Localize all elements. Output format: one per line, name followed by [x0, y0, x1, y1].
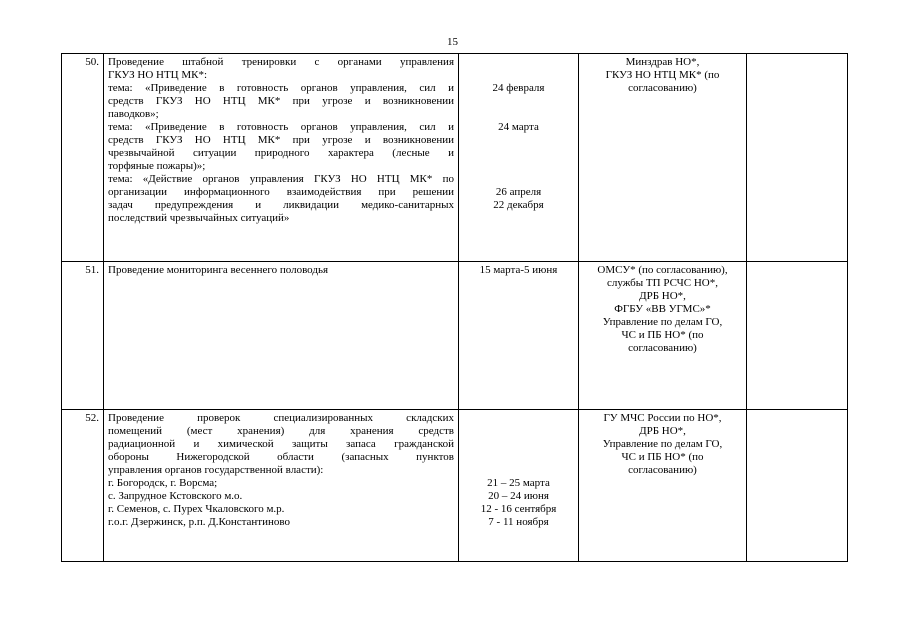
cell-line: г. Богородск, г. Ворсма; — [108, 477, 218, 489]
table-row — [62, 54, 848, 262]
cell-line: Проведение штабной тренировки с органами управления — [108, 56, 454, 68]
row-number: 52. — [62, 410, 104, 562]
cell-line: средств ГКУЗ НО НТЦ МК* при угрозе и возникновении — [108, 134, 454, 146]
cell-line: обороны Нижегородской области (запасных пунктов — [108, 451, 454, 463]
page-number: 15 — [447, 36, 458, 48]
cell-line: 20 – 24 июня — [488, 490, 549, 502]
table-row — [62, 262, 848, 410]
cell-line — [463, 95, 574, 108]
cell-line: согласованию) — [628, 82, 697, 94]
cell-line: тема: «Действие органов управления ГКУЗ НО НТЦ МК* по — [108, 173, 454, 185]
cell-line: управления органов государственной власти): — [108, 464, 324, 476]
cell-line — [463, 438, 574, 451]
cell-line: Управление по делам ГО, — [602, 316, 723, 328]
cell-line: паводков»; — [108, 108, 159, 120]
event-dates — [459, 262, 579, 410]
cell-line: ГКУЗ НО НТЦ МК*: — [108, 69, 208, 81]
event-name — [104, 262, 459, 410]
cell-line: 26 апреля — [495, 186, 542, 198]
cell-line: тема: «Приведение в готовность органов управления, сил и — [108, 82, 454, 94]
event-executors — [579, 262, 747, 410]
cell-line: г.о.г. Дзержинск, р.п. Д.Константиново — [108, 516, 291, 528]
cell-line — [463, 56, 574, 69]
cell-line: торфяные пожары)»; — [108, 160, 206, 172]
cell-line: последствий чрезвычайных ситуаций» — [108, 212, 290, 224]
cell-line: Проведение проверок специализированных складских — [108, 412, 454, 424]
event-dates — [459, 54, 579, 262]
cell-line — [463, 69, 574, 82]
event-dates — [459, 410, 579, 562]
cell-line: 15 марта-5 июня — [479, 264, 558, 276]
cell-line: радиационной и химической защиты запаса гражданской — [108, 438, 454, 450]
event-executors — [579, 54, 747, 262]
cell-line: организации информационного взаимодействия при решении — [108, 186, 454, 198]
cell-line: службы ТП РСЧС НО*, — [606, 277, 719, 289]
cell-line — [463, 160, 574, 173]
cell-line: средств ГКУЗ НО НТЦ МК* при угрозе и возникновении — [108, 95, 454, 107]
cell-line: 12 - 16 сентября — [480, 503, 557, 515]
cell-line — [463, 425, 574, 438]
event-note — [747, 54, 848, 262]
event-executors — [579, 410, 747, 562]
cell-line: с. Запрудное Кстовского м.о. — [108, 490, 243, 502]
cell-line: согласованию) — [628, 342, 697, 354]
row-number: 51. — [62, 262, 104, 410]
cell-line — [463, 108, 574, 121]
cell-line — [463, 464, 574, 477]
cell-line: тема: «Приведение в готовность органов управления, сил и — [108, 121, 454, 133]
cell-line: ЧС и ПБ НО* (по — [621, 329, 704, 341]
cell-line: 21 – 25 марта — [487, 477, 550, 489]
cell-line: ГКУЗ НО НТЦ МК* (по — [605, 69, 720, 81]
row-number: 50. — [62, 54, 104, 262]
cell-line: Управление по делам ГО, — [602, 438, 723, 450]
cell-line: помещений (мест хранения) для хранения средств — [108, 425, 454, 437]
cell-line: г. Семенов, с. Пурех Чкаловского м.р. — [108, 503, 285, 515]
events-table — [61, 53, 848, 562]
cell-line: ДРБ НО*, — [639, 290, 686, 302]
cell-line: 24 февраля — [492, 82, 545, 94]
cell-line: 7 - 11 ноября — [488, 516, 549, 528]
event-note — [747, 262, 848, 410]
event-note — [747, 410, 848, 562]
cell-line: Минздрав НО*, — [625, 56, 700, 68]
cell-line: 24 марта — [498, 121, 539, 133]
cell-line: чрезвычайной ситуации природного характера (лесные и — [108, 147, 454, 159]
cell-line: Проведение мониторинга весеннего половодья — [108, 264, 329, 276]
event-name — [104, 54, 459, 262]
cell-line: ГУ МЧС России по НО*, — [603, 412, 722, 424]
cell-line — [463, 451, 574, 464]
cell-line — [463, 173, 574, 186]
event-name — [104, 410, 459, 562]
cell-line: ЧС и ПБ НО* (по — [621, 451, 704, 463]
cell-line: ДРБ НО*, — [639, 425, 686, 437]
cell-line: 22 декабря — [493, 199, 544, 211]
cell-line — [463, 412, 574, 425]
table-row — [62, 410, 848, 562]
cell-line: ФГБУ «ВВ УГМС»* — [614, 303, 711, 315]
cell-line: согласованию) — [628, 464, 697, 476]
cell-line: ОМСУ* (по согласованию), — [597, 264, 728, 276]
cell-line — [463, 147, 574, 160]
cell-line — [463, 134, 574, 147]
cell-line: задач предупреждения и ликвидации медико-санитарных — [108, 199, 454, 211]
